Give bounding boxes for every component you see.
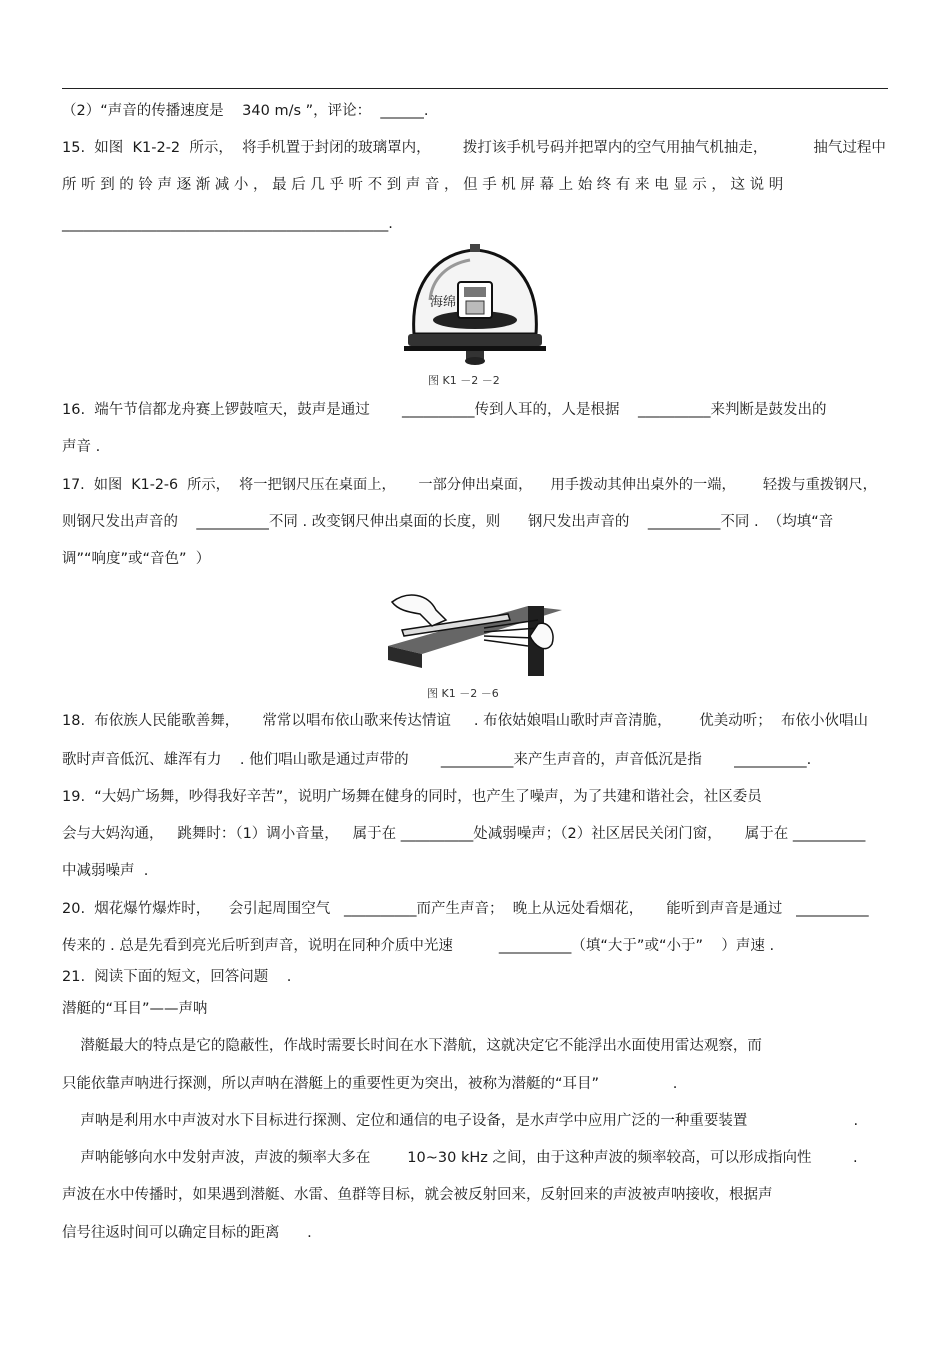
question-15-blank: _____________________________________________. xyxy=(62,216,393,232)
question-16-line2: 声音 . xyxy=(62,439,101,455)
figure-caption: 图 K1 －2 －2 xyxy=(428,374,500,387)
question-20-line2: 传来的 . 总是先看到亮光后听到声音，说明在同种介质中光速 __________（填“大于”或“小于” ）声速 . xyxy=(62,938,775,954)
question-19-line2: 会与大妈沟通， 跳舞时：（1）调小音量， 属于在 __________处减弱噪声；（2）社区居民关闭门窗， 属于在 __________ xyxy=(62,826,866,842)
question-21: 21. 阅读下面的短文，回答问题 . xyxy=(62,969,292,985)
passage-paragraph-line2: 只能依靠声呐进行探测，所以声呐在潜艇上的重要性更为突出，被称为潜艇的“耳目” . xyxy=(62,1076,678,1092)
passage-paragraph: 声呐能够向水中发射声波，声波的频率大多在 10~30 kHz 之间，由于这种声波的频率较高，可以形成指向性 . xyxy=(62,1150,858,1166)
passage-paragraph: 潜艇最大的特点是它的隐蔽性，作战时需要长时间在水下潜航，这就决定它不能浮出水面使用雷达观察，而 xyxy=(62,1038,762,1054)
header-rule xyxy=(62,88,888,89)
figure-caption: 图 K1 －2 －6 xyxy=(427,687,499,700)
passage-title: 潜艇的“耳目”——声呐 xyxy=(62,1001,208,1017)
question-19: 19. “大妈广场舞，吵得我好辛苦”，说明广场舞在健身的同时，也产生了噪声，为了共建和谐社会，社区委员 xyxy=(62,789,762,805)
sponge-label: 海绵 xyxy=(430,295,457,310)
question-18-line2: 歌时声音低沉、雄浑有力 . 他们唱山歌是通过声带的 __________来产生声音的，声音低沉是指 __________. xyxy=(62,752,812,768)
bell-jar-figure xyxy=(400,240,550,372)
question-17: 17. 如图 K1-2-6 所示， 将一把钢尺压在桌面上， 一部分伸出桌面， 用手拨动其伸出桌外的一端， 轻拨与重拨钢尺， xyxy=(62,477,877,493)
question-17-line2: 则钢尺发出声音的 __________不同 . 改变钢尺伸出桌面的长度，则 钢尺发出声音的 __________不同 . （均填“音 xyxy=(62,514,834,530)
passage-paragraph: 声呐是利用水中声波对水下目标进行探测、定位和通信的电子设备，是水声学中应用广泛的一种重要装置 . xyxy=(62,1113,859,1129)
question-20: 20. 烟花爆竹爆炸时， 会引起周围空气 __________而产生声音； 晚上从远处看烟花， 能听到声音是通过 __________ xyxy=(62,901,869,917)
question-19-line3: 中减弱噪声 . xyxy=(62,863,149,879)
ruler-figure xyxy=(388,584,562,680)
question-16: 16. 端午节信都龙舟赛上锣鼓喧天，鼓声是通过 __________传到人耳的，人是根据 __________来判断是鼓发出的 xyxy=(62,402,827,418)
text-line: （2）“声音的传播速度是 340 m/s ”，评论： ______. xyxy=(62,103,429,119)
passage-paragraph-line2: 声波在水中传播时，如果遇到潜艇、水雷、鱼群等目标，就会被反射回来，反射回来的声波被声呐接收，根据声 xyxy=(62,1187,773,1203)
question-15: 15. 如图 K1-2-2 所示， 将手机置于封闭的玻璃罩内， 拨打该手机号码并把罩内的空气用抽气机抽走， 抽气过程中 xyxy=(62,140,886,156)
question-17-line3: 调”“响度”或“音色” ） xyxy=(62,551,211,567)
question-15-line2: 所听到的铃声逐渐减小，最后几乎听不到声音，但手机屏幕上始终有来电显示，这说明 xyxy=(62,177,788,193)
question-18: 18. 布依族人民能歌善舞， 常常以唱布依山歌来传达情谊 . 布依姑娘唱山歌时声音清脆， 优美动听； 布依小伙唱山 xyxy=(62,713,868,729)
passage-paragraph-line3: 信号往返时间可以确定目标的距离 . xyxy=(62,1225,312,1241)
